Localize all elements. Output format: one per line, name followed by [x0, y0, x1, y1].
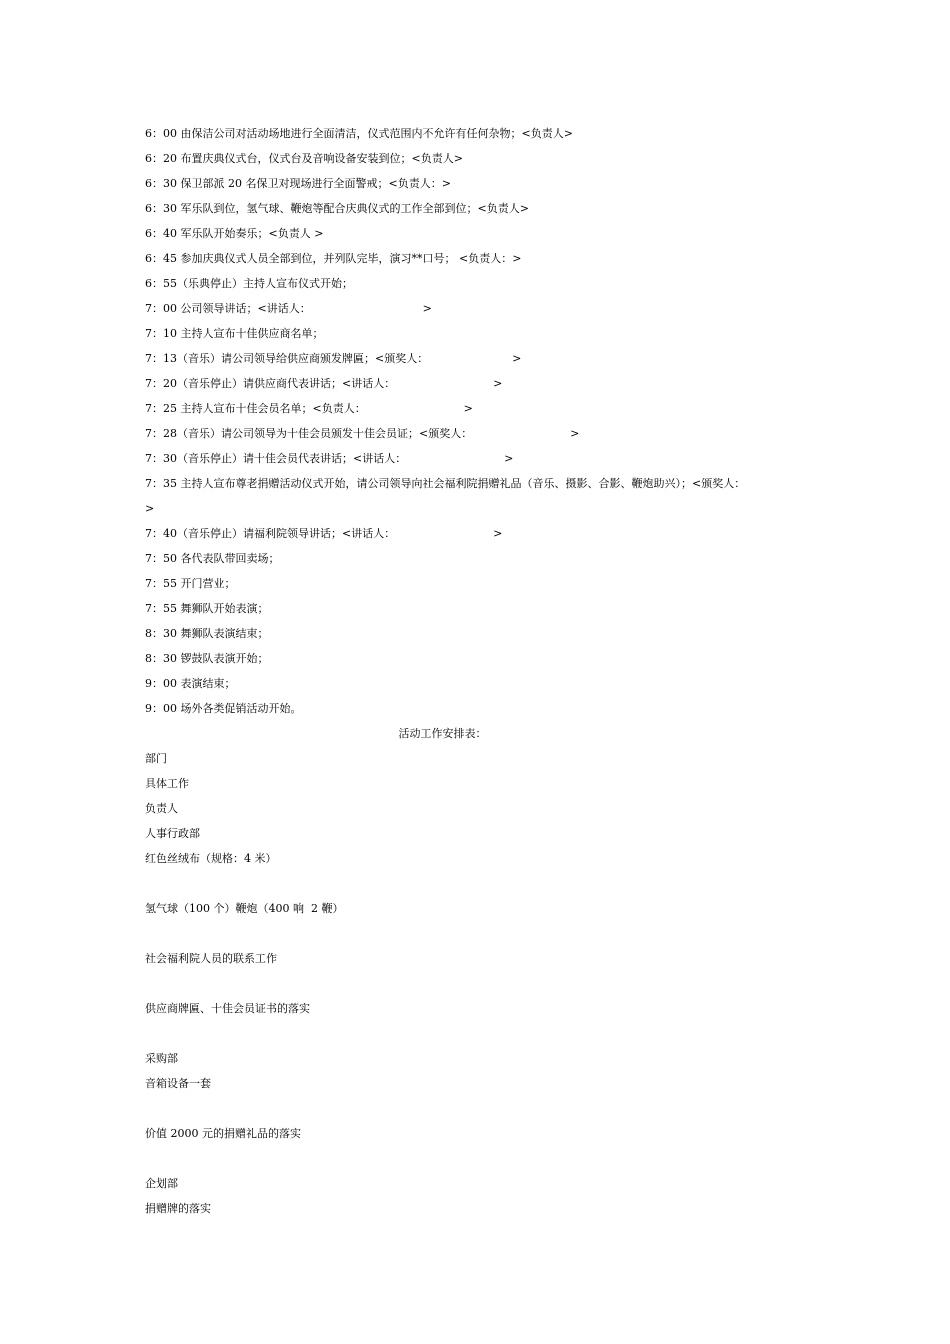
- schedule-line: 7：10 主持人宣布十佳供应商名单；: [145, 327, 324, 340]
- task-item: 社会福利院人员的联系工作: [145, 952, 277, 965]
- schedule-line: 7：25 主持人宣布十佳会员名单；<负责人： >: [145, 402, 473, 415]
- department-purchasing: 采购部: [145, 1052, 178, 1065]
- department-planning: 企划部: [145, 1177, 178, 1190]
- task-item: 捐赠牌的落实: [145, 1202, 211, 1215]
- blank-line: [145, 871, 780, 896]
- task-item: 供应商牌匾、十佳会员证书的落实: [145, 1002, 310, 1015]
- table-header-task: 具体工作: [145, 777, 189, 790]
- task-item: 价值 2000 元的捐赠礼品的落实: [145, 1127, 301, 1140]
- schedule-line: 7：13（音乐）请公司领导给供应商颁发牌匾；<颁奖人： >: [145, 352, 522, 365]
- schedule-line: 6：00 由保洁公司对活动场地进行全面清洁，仪式范围内不允许有任何杂物；<负责人>: [145, 127, 573, 140]
- table-header-owner: 负责人: [145, 802, 178, 815]
- schedule-line: 9：00 场外各类促销活动开始。: [145, 702, 302, 715]
- schedule-line: 7：30（音乐停止）请十佳会员代表讲话；<讲话人： >: [145, 452, 514, 465]
- schedule-line: 6：30 保卫部派 20 名保卫对现场进行全面警戒；<负责人：>: [145, 177, 451, 190]
- schedule-line: 7：28（音乐）请公司领导为十佳会员颁发十佳会员证；<颁奖人： >: [145, 427, 580, 440]
- schedule-line: 7：20（音乐停止）请供应商代表讲话；<讲话人： >: [145, 377, 503, 390]
- schedule-line: 9：00 表演结束；: [145, 677, 236, 690]
- schedule-line: 6：30 军乐队到位，氢气球、鞭炮等配合庆典仪式的工作全部到位；<负责人>: [145, 202, 529, 215]
- task-item: 红色丝绒布（规格：4 米）: [145, 852, 277, 865]
- schedule-line: 6：45 参加庆典仪式人员全部到位，并列队完毕，演习**口号； <负责人：>: [145, 252, 522, 265]
- table-header-department: 部门: [145, 752, 167, 765]
- schedule-line: 7：55 舞狮队开始表演；: [145, 602, 269, 615]
- task-item: 音箱设备一套: [145, 1077, 211, 1090]
- schedule-line: 8：30 舞狮队表演结束；: [145, 627, 269, 640]
- schedule-line: 7：50 各代表队带回卖场；: [145, 552, 280, 565]
- document-body: [145, 121, 816, 1221]
- schedule-line: 7：00 公司领导讲话；<讲话人： >: [145, 302, 432, 315]
- blank-line: [145, 971, 780, 996]
- schedule-line: 7：55 开门营业；: [145, 577, 236, 590]
- blank-line: [145, 921, 780, 946]
- schedule-line: 7：40（音乐停止）请福利院领导讲话；<讲话人： >: [145, 527, 503, 540]
- blank-line: [145, 1096, 780, 1121]
- schedule-line: 6：55（乐典停止）主持人宣布仪式开始；: [145, 277, 353, 290]
- schedule-line: 6：20 布置庆典仪式台，仪式台及音响设备安装到位；<负责人>: [145, 152, 463, 165]
- blank-line: [145, 1146, 780, 1171]
- schedule-line-wrapped: 7：35 主持人宣布尊老捐赠活动仪式开始，请公司领导向社会福利院捐赠礼品（音乐、摄影、合影、鞭炮助兴）；<颁奖人： >: [145, 477, 816, 515]
- table-title: 活动工作安排表：: [398, 727, 487, 740]
- department-hr: 人事行政部: [145, 827, 200, 840]
- schedule-line: 6：40 军乐队开始奏乐；<负责人 >: [145, 227, 324, 240]
- schedule-line: 8：30 锣鼓队表演开始；: [145, 652, 269, 665]
- task-item: 氢气球（100 个）鞭炮（400 响 2 鞭）: [145, 902, 344, 915]
- blank-line: [145, 1021, 780, 1046]
